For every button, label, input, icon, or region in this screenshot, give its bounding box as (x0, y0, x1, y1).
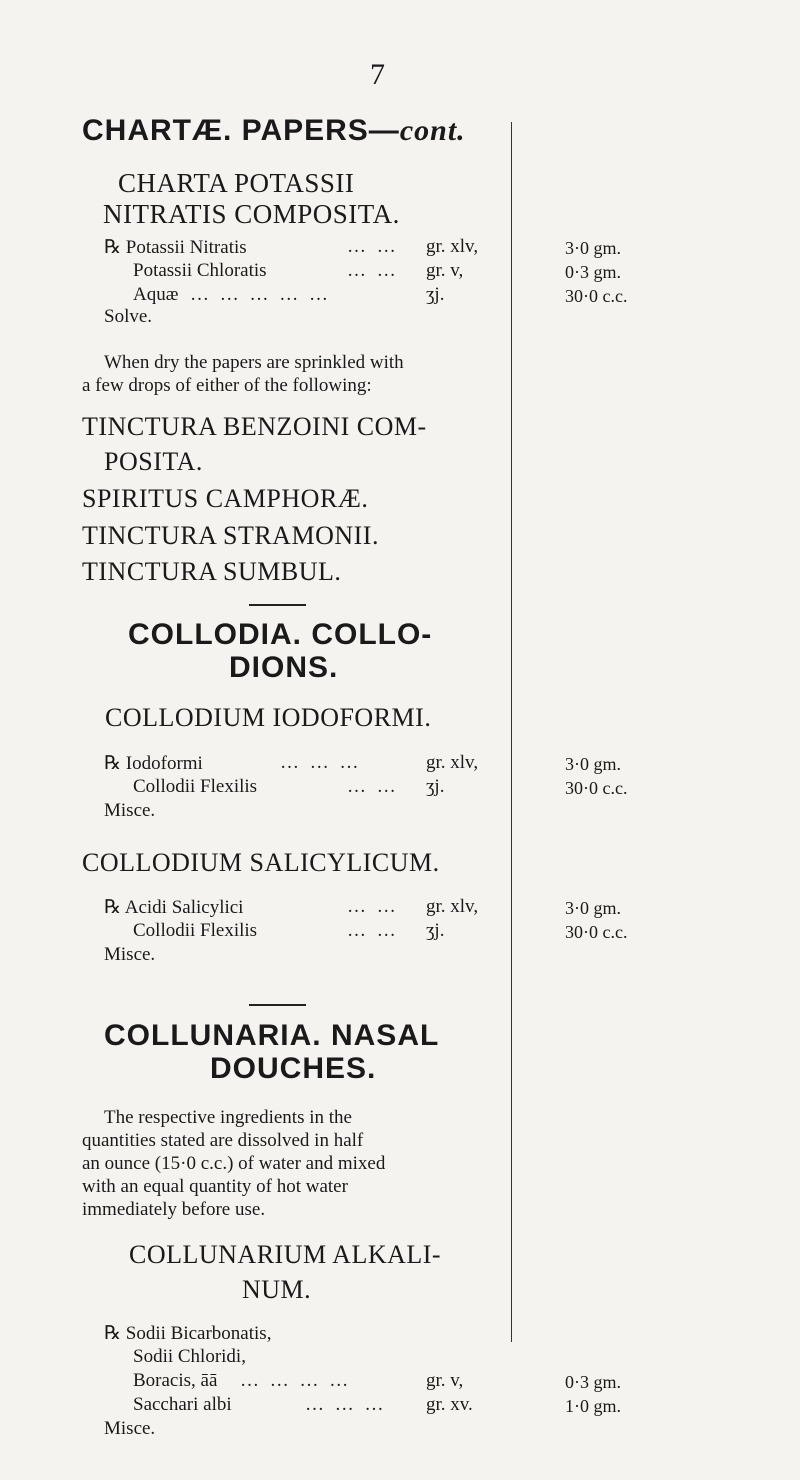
alkalinum-line1: ℞ Sodii Bicarbonatis, (104, 1323, 272, 1344)
iodoformi-row-1-name: ℞ Iodoformi (104, 753, 203, 774)
alkalinum-title-line1: COLLUNARIUM ALKALI- (129, 1240, 442, 1269)
running-header-title: CHARTÆ. PAPERS— (82, 114, 400, 147)
tincture-heading: TINCTURA BENZOINI COM- (82, 412, 427, 441)
charta-row-3-qty: ʒj. (426, 284, 445, 305)
collunaria-para-line: with an equal quantity of hot water (82, 1176, 348, 1197)
charta-row-1-qty: gr. xlv, (426, 236, 479, 257)
leader-dots: … … … (280, 752, 362, 773)
iodoformi-row-2-metric: 30·0 c.c. (565, 778, 628, 798)
salicylicum-row-2-name: Collodii Flexilis (133, 920, 258, 941)
charta-row-3-name: Aquæ (133, 284, 179, 305)
alkalinum-row-2-metric: 1·0 gm. (565, 1396, 621, 1416)
charta-note-line1: When dry the papers are sprinkled with (104, 352, 404, 373)
charta-row-1-metric: 3·0 gm. (565, 238, 621, 258)
alkalinum-row-2-qty: gr. xv. (426, 1394, 473, 1415)
collunaria-para-line: The respective ingredients in the (104, 1107, 352, 1128)
alkalinum-title-line2: NUM. (242, 1275, 312, 1304)
iodoformi-row-1-metric: 3·0 gm. (565, 754, 621, 774)
charta-title-line2: NITRATIS COMPOSITA. (103, 199, 400, 229)
leader-dots: … … (347, 776, 399, 797)
running-header-cont: cont. (399, 114, 466, 147)
leader-dots: … … … (305, 1394, 387, 1415)
section-divider (249, 604, 306, 606)
leader-dots: … … (347, 236, 399, 257)
salicylicum-title: COLLODIUM SALICYLICUM. (82, 848, 440, 877)
iodoformi-direction: Misce. (104, 800, 156, 821)
iodoformi-row-2-qty: ʒj. (426, 776, 445, 797)
tincture-heading: POSITA. (104, 447, 203, 476)
alkalinum-row-2-name: Sacchari albi (133, 1394, 232, 1415)
iodoformi-row-2-name: Collodii Flexilis (133, 776, 258, 797)
salicylicum-row-1-qty: gr. xlv, (426, 896, 479, 917)
running-header (82, 114, 466, 148)
charta-row-1-name: ℞ Potassii Nitratis (104, 237, 247, 258)
charta-row-3-metric: 30·0 c.c. (565, 286, 628, 306)
collunaria-title-line1: COLLUNARIA. NASAL (104, 1019, 440, 1052)
iodoformi-row-1-qty: gr. xlv, (426, 752, 479, 773)
charta-row-2-qty: gr. v, (426, 260, 464, 281)
collunaria-title-line2: DOUCHES. (210, 1052, 377, 1085)
salicylicum-row-2-qty: ʒj. (426, 920, 445, 941)
collunaria-para-line: quantities stated are dissolved in half (82, 1130, 364, 1151)
alkalinum-line2: Sodii Chloridi, (133, 1346, 246, 1367)
collunaria-para-line: immediately before use. (82, 1199, 266, 1220)
page-number: 7 (370, 58, 385, 91)
leader-dots: … … … … (240, 1370, 352, 1391)
charta-direction: Solve. (104, 306, 153, 327)
charta-row-2-name: Potassii Chloratis (133, 260, 267, 281)
salicylicum-row-2-metric: 30·0 c.c. (565, 922, 628, 942)
tincture-heading: TINCTURA SUMBUL. (82, 557, 342, 586)
collodia-title-line1: COLLODIA. COLLO- (128, 618, 433, 651)
collunaria-para-line: an ounce (15·0 c.c.) of water and mixed (82, 1153, 386, 1174)
charta-note-line2: a few drops of either of the following: (82, 375, 372, 396)
alkalinum-row-1-metric: 0·3 gm. (565, 1372, 621, 1392)
leader-dots: … … (347, 260, 399, 281)
section-divider (249, 1004, 306, 1006)
salicylicum-row-1-metric: 3·0 gm. (565, 898, 621, 918)
salicylicum-direction: Misce. (104, 944, 156, 965)
tincture-heading: SPIRITUS CAMPHORÆ. (82, 484, 369, 513)
leader-dots: … … (347, 896, 399, 917)
leader-dots: … … (347, 920, 399, 941)
charta-title-line1: CHARTA POTASSII (118, 168, 355, 198)
leader-dots: … … … … … (190, 284, 331, 305)
iodoformi-title: COLLODIUM IODOFORMI. (105, 703, 432, 732)
salicylicum-row-1-name: ℞ Acidi Salicylici (104, 897, 244, 918)
tincture-heading: TINCTURA STRAMONII. (82, 521, 379, 550)
charta-row-2-metric: 0·3 gm. (565, 262, 621, 282)
alkalinum-direction: Misce. (104, 1418, 156, 1439)
alkalinum-row-1-qty: gr. v, (426, 1370, 464, 1391)
alkalinum-row-1-name: Boracis, āā (133, 1370, 218, 1391)
column-divider (511, 122, 512, 1342)
collodia-title-line2: DIONS. (229, 651, 339, 684)
